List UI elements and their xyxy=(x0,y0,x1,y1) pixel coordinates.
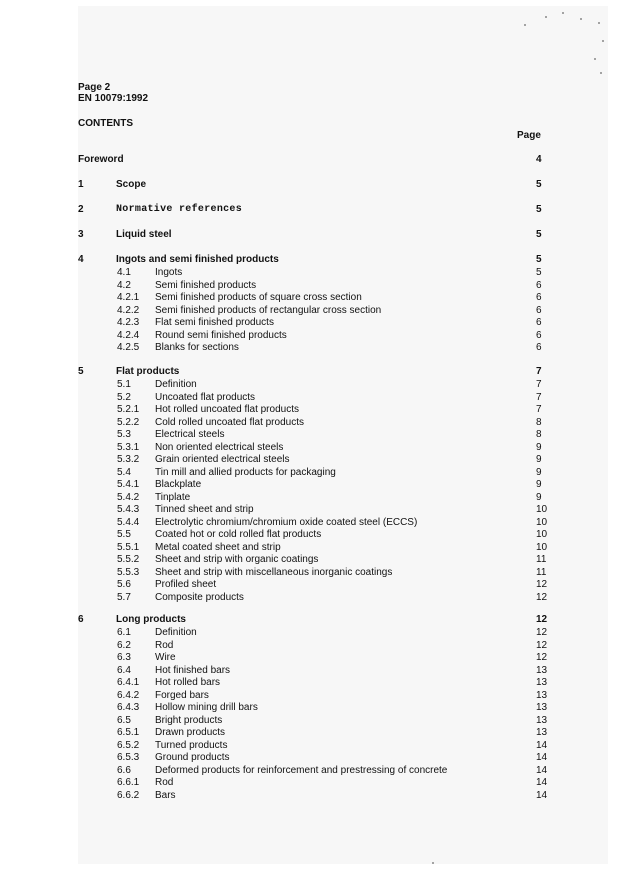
toc-page-number: 6 xyxy=(536,304,542,316)
toc-page-number: 7 xyxy=(536,379,542,390)
toc-number: 6.6.1 xyxy=(117,777,140,788)
toc-number: 4.2 xyxy=(117,279,131,291)
toc-subsection-entry xyxy=(0,304,618,317)
toc-title: Uncoated flat products xyxy=(155,391,256,403)
toc-subsection-entry xyxy=(0,726,618,739)
toc-subsection-entry xyxy=(0,491,618,504)
toc-title: Semi finished products xyxy=(155,279,257,291)
toc-page-number: 13 xyxy=(536,689,548,701)
toc-page-number: 12 xyxy=(536,627,548,638)
toc-page-number: 10 xyxy=(536,541,548,553)
toc-subsection-entry xyxy=(0,591,618,604)
toc-subsection-entry xyxy=(0,789,618,802)
toc-subsection-entry xyxy=(0,764,618,777)
toc-number: 5.3.2 xyxy=(117,454,140,465)
toc-page-number: 5 xyxy=(536,229,542,240)
toc-subsection-entry xyxy=(0,478,618,491)
toc-title: Bars xyxy=(155,789,176,801)
toc-number: 6.4.2 xyxy=(117,689,140,701)
toc-subsection-entry xyxy=(0,676,618,689)
toc-number: 6.2 xyxy=(117,639,131,651)
toc-number: 6.5.1 xyxy=(117,727,140,738)
toc-number: 5.2.1 xyxy=(117,404,140,415)
toc-subsection-entry xyxy=(0,378,618,391)
toc-subsection-entry xyxy=(0,441,618,454)
toc-subsection-entry xyxy=(0,503,618,516)
toc-subsection-entry xyxy=(0,266,618,279)
toc-number: 1 xyxy=(78,179,84,190)
toc-page-number: 6 xyxy=(536,279,542,291)
toc-section-entry xyxy=(0,203,618,216)
toc-title: Drawn products xyxy=(155,727,226,738)
toc-number: 5.4.1 xyxy=(117,479,140,490)
toc-title: Long products xyxy=(116,614,186,625)
toc-section-entry xyxy=(0,365,618,378)
page-number: Page 2 xyxy=(78,82,111,93)
toc-page-number: 12 xyxy=(536,579,548,590)
scan-speck xyxy=(600,72,602,74)
toc-section-entry xyxy=(0,253,618,266)
toc-title: Tinplate xyxy=(155,491,191,503)
toc-subsection-entry xyxy=(0,664,618,677)
toc-title: Flat products xyxy=(116,366,180,377)
toc-subsection-entry xyxy=(0,651,618,664)
toc-page-number: 8 xyxy=(536,429,542,440)
toc-page-number: 5 xyxy=(536,179,542,190)
toc-page-number: 14 xyxy=(536,777,548,788)
toc-number: 3 xyxy=(78,229,84,240)
toc-title: Foreword xyxy=(78,154,124,165)
toc-title: Blanks for sections xyxy=(155,342,239,353)
toc-subsection-entry xyxy=(0,739,618,752)
toc-title: Sheet and strip with miscellaneous inorganic coatings xyxy=(155,566,393,578)
toc-number: 6.4.3 xyxy=(117,702,140,713)
scan-speck xyxy=(545,16,547,18)
toc-subsection-entry xyxy=(0,776,618,789)
toc-number: 6.5 xyxy=(117,714,131,726)
toc-page-number: 10 xyxy=(536,516,548,528)
toc-title: Ingots and semi finished products xyxy=(116,254,279,265)
toc-number: 6.4.1 xyxy=(117,677,140,688)
toc-subsection-entry xyxy=(0,416,618,429)
toc-title: Composite products xyxy=(155,591,244,603)
toc-page-number: 7 xyxy=(536,391,542,403)
toc-page-number: 13 xyxy=(536,677,548,688)
toc-title: Definition xyxy=(155,627,197,638)
toc-page-number: 6 xyxy=(536,329,542,341)
toc-subsection-entry xyxy=(0,541,618,554)
toc-subsection-entry xyxy=(0,689,618,702)
toc-title: Electrolytic chromium/chromium oxide coated steel (ECCS) xyxy=(155,516,418,528)
toc-number: 5.4 xyxy=(117,466,131,478)
toc-number: 4.2.5 xyxy=(117,342,140,353)
toc-section-entry xyxy=(0,613,618,626)
toc-subsection-entry xyxy=(0,291,618,304)
scan-speck xyxy=(598,22,600,24)
toc-page-number: 9 xyxy=(536,466,542,478)
scan-speck xyxy=(562,12,564,14)
standard-number: EN 10079:1992 xyxy=(78,93,149,104)
toc-number: 4.2.4 xyxy=(117,329,140,341)
toc-number: 5.7 xyxy=(117,591,131,603)
toc-number: 5.4.3 xyxy=(117,504,140,515)
toc-subsection-entry xyxy=(0,428,618,441)
toc-title: Tin mill and allied products for packaging xyxy=(155,466,336,478)
toc-number: 4.2.3 xyxy=(117,317,140,328)
toc-title: Metal coated sheet and strip xyxy=(155,541,281,553)
toc-title: Normative references xyxy=(116,204,243,215)
toc-page-number: 9 xyxy=(536,479,542,490)
toc-page-number: 14 xyxy=(536,752,548,763)
toc-title: Non oriented electrical steels xyxy=(155,441,284,453)
toc-page-number: 5 xyxy=(536,204,542,215)
toc-subsection-entry xyxy=(0,701,618,714)
toc-subsection-entry xyxy=(0,553,618,566)
toc-number: 5.1 xyxy=(117,379,131,390)
toc-number: 5.2 xyxy=(117,391,131,403)
toc-number: 4.2.1 xyxy=(117,292,140,303)
toc-page-number: 9 xyxy=(536,454,542,465)
scan-speck xyxy=(602,40,604,42)
toc-number: 5.5 xyxy=(117,529,131,540)
toc-page-number: 9 xyxy=(536,491,542,503)
toc-page-number: 13 xyxy=(536,714,548,726)
toc-title: Tinned sheet and strip xyxy=(155,504,254,515)
toc-section-entry xyxy=(0,228,618,241)
toc-title: Rod xyxy=(155,777,174,788)
toc-number: 4.2.2 xyxy=(117,304,140,316)
toc-page-number: 10 xyxy=(536,504,548,515)
toc-page-number: 13 xyxy=(536,702,548,713)
toc-number: 5.3 xyxy=(117,429,131,440)
toc-title: Rod xyxy=(155,639,174,651)
toc-subsection-entry xyxy=(0,528,618,541)
toc-page-number: 5 xyxy=(536,254,542,265)
toc-title: Electrical steels xyxy=(155,429,225,440)
toc-number: 2 xyxy=(78,204,84,215)
toc-page-number: 12 xyxy=(536,652,548,663)
toc-page-number: 11 xyxy=(536,554,547,565)
toc-subsection-entry xyxy=(0,279,618,292)
toc-subsection-entry xyxy=(0,466,618,479)
toc-number: 5.5.3 xyxy=(117,566,140,578)
toc-page-number: 8 xyxy=(536,416,542,428)
toc-title: Deformed products for reinforcement and prestressing of concrete xyxy=(155,764,448,776)
toc-subsection-entry xyxy=(0,329,618,342)
toc-number: 6.1 xyxy=(117,627,131,638)
toc-title: Hot rolled uncoated flat products xyxy=(155,404,299,415)
toc-number: 6.3 xyxy=(117,652,131,663)
toc-page-number: 10 xyxy=(536,529,548,540)
toc-number: 5.3.1 xyxy=(117,441,140,453)
toc-title: Semi finished products of rectangular cross section xyxy=(155,304,382,316)
toc-title: Semi finished products of square cross section xyxy=(155,292,362,303)
toc-number: 6.5.3 xyxy=(117,752,140,763)
toc-subsection-entry xyxy=(0,578,618,591)
toc-page-number: 13 xyxy=(536,727,548,738)
toc-subsection-entry xyxy=(0,316,618,329)
toc-page-number: 13 xyxy=(536,664,548,676)
toc-number: 6 xyxy=(78,614,84,625)
toc-subsection-entry xyxy=(0,403,618,416)
scan-speck xyxy=(432,862,434,864)
toc-number: 5.5.1 xyxy=(117,541,140,553)
toc-subsection-entry xyxy=(0,751,618,764)
toc-subsection-entry xyxy=(0,516,618,529)
toc-number: 6.6.2 xyxy=(117,789,140,801)
scan-speck xyxy=(594,58,596,60)
toc-section-entry xyxy=(0,178,618,191)
toc-page-number: 6 xyxy=(536,342,542,353)
toc-subsection-entry xyxy=(0,714,618,727)
toc-page-number: 11 xyxy=(536,566,547,578)
toc-title: Profiled sheet xyxy=(155,579,217,590)
toc-subsection-entry xyxy=(0,566,618,579)
toc-page-number: 12 xyxy=(536,639,548,651)
toc-page-number: 7 xyxy=(536,366,542,377)
toc-title: Coated hot or cold rolled flat products xyxy=(155,529,322,540)
toc-title: Sheet and strip with organic coatings xyxy=(155,554,319,565)
toc-title: Wire xyxy=(155,652,176,663)
toc-page-number: 6 xyxy=(536,292,542,303)
toc-section-entry xyxy=(0,153,618,166)
toc-number: 5.2.2 xyxy=(117,416,140,428)
toc-number: 4 xyxy=(78,254,84,265)
toc-number: 4.1 xyxy=(117,267,131,278)
toc-title: Liquid steel xyxy=(116,229,172,240)
toc-subsection-entry xyxy=(0,341,618,354)
toc-title: Hollow mining drill bars xyxy=(155,702,258,713)
toc-subsection-entry xyxy=(0,626,618,639)
toc-title: Hot finished bars xyxy=(155,664,231,676)
toc-title: Ingots xyxy=(155,267,183,278)
toc-page-number: 14 xyxy=(536,789,548,801)
toc-page-number: 14 xyxy=(536,764,548,776)
toc-number: 6.4 xyxy=(117,664,131,676)
toc-title: Definition xyxy=(155,379,197,390)
toc-subsection-entry xyxy=(0,391,618,404)
page-column-label: Page xyxy=(517,130,541,141)
scan-speck xyxy=(580,18,582,20)
toc-number: 5.6 xyxy=(117,579,131,590)
toc-title: Forged bars xyxy=(155,689,209,701)
toc-title: Scope xyxy=(116,179,147,190)
toc-number: 5 xyxy=(78,366,84,377)
toc-page-number: 4 xyxy=(536,154,542,165)
toc-page-number: 12 xyxy=(536,614,548,625)
toc-number: 5.5.2 xyxy=(117,554,140,565)
toc-page-number: 9 xyxy=(536,441,542,453)
toc-page-number: 6 xyxy=(536,317,542,328)
toc-page-number: 7 xyxy=(536,404,542,415)
contents-heading: CONTENTS xyxy=(78,118,133,129)
toc-page-number: 5 xyxy=(536,267,542,278)
toc-title: Grain oriented electrical steels xyxy=(155,454,290,465)
toc-title: Blackplate xyxy=(155,479,202,490)
toc-title: Ground products xyxy=(155,752,230,763)
toc-number: 6.6 xyxy=(117,764,131,776)
toc-title: Bright products xyxy=(155,714,223,726)
toc-number: 5.4.4 xyxy=(117,516,140,528)
toc-title: Flat semi finished products xyxy=(155,317,274,328)
toc-number: 6.5.2 xyxy=(117,739,140,751)
toc-subsection-entry xyxy=(0,453,618,466)
toc-title: Turned products xyxy=(155,739,228,751)
toc-title: Cold rolled uncoated flat products xyxy=(155,416,304,428)
scan-speck xyxy=(524,24,526,26)
toc-title: Hot rolled bars xyxy=(155,677,221,688)
toc-page-number: 14 xyxy=(536,739,548,751)
toc-subsection-entry xyxy=(0,639,618,652)
toc-number: 5.4.2 xyxy=(117,491,140,503)
toc-page-number: 12 xyxy=(536,591,548,603)
toc-title: Round semi finished products xyxy=(155,329,287,341)
